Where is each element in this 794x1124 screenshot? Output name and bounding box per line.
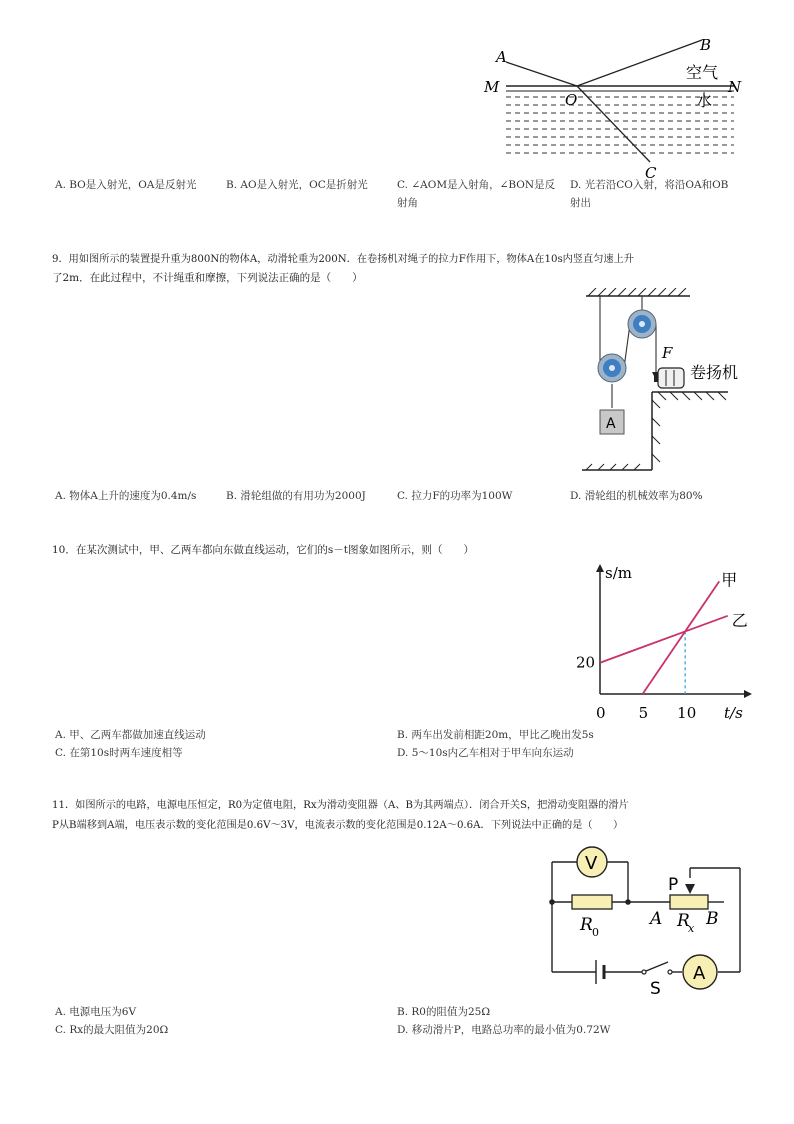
q9-stem-line1: 9．用如图所示的装置提升重为800N的物体A，动滑轮重为200N．在卷扬机对绳子的拉力F作用下，物体A在10s内竖直匀速上升 [52, 254, 634, 265]
winch [658, 368, 684, 388]
label-Rx-sub: x [688, 922, 695, 935]
ray-OC [577, 86, 650, 162]
q10-option-d-letter: D. [397, 747, 409, 759]
label-N: N [728, 78, 742, 96]
label-air: 空气 [686, 63, 719, 82]
q11-option-a[interactable] [55, 1003, 136, 1021]
q11-stem-line2: P从B端移到A端，电压表示数的变化范围是0.6V～3V，电流表示数的变化范围是0.12A～0.6A．下列说法中正确的是（ ） [52, 820, 624, 831]
label-C: C [645, 164, 657, 182]
label-Rx: R [677, 911, 690, 931]
q11-option-c-text: Rx的最大阻值为20Ω [69, 1024, 169, 1036]
voltmeter-label: V [585, 853, 598, 874]
q8-option-d-text: 光若沿CO入射，将沿OA和OB射出 [570, 179, 729, 209]
q9-option-c-text: 拉力F的功率为100W [411, 490, 513, 502]
label-B: B [700, 36, 712, 54]
q10-option-b-letter: B. [397, 729, 409, 741]
q9-option-d-letter: D. [570, 490, 582, 502]
q9-option-a-text: 物体A上升的速度为0.4m/s [69, 490, 197, 502]
q8-option-c-text: ∠AOM是入射角，∠BON是反射角 [397, 179, 556, 209]
pulley-figure [578, 288, 758, 478]
q11-option-c[interactable] [55, 1021, 168, 1039]
q9-option-d-text: 滑轮组的机械效率为80% [584, 490, 703, 502]
q8-option-b[interactable] [226, 176, 381, 194]
refraction-figure [480, 34, 750, 182]
q10-option-a-letter: A. [55, 729, 66, 741]
q8-option-d[interactable] [570, 176, 730, 212]
q11-option-a-letter: A. [55, 1006, 66, 1018]
label-B-end: B [706, 909, 719, 929]
q11-option-a-text: 电源电压为6V [69, 1006, 137, 1018]
q8-option-a-text: BO是入射光，OA是反射光 [69, 179, 197, 191]
q10-option-b[interactable] [397, 726, 594, 744]
q9-option-c-letter: C. [397, 490, 408, 502]
q11-option-d-letter: D. [397, 1024, 409, 1036]
label-M: M [484, 78, 500, 96]
q9-option-b-text: 滑轮组做的有用功为2000J [240, 490, 366, 502]
label-O: O [565, 91, 578, 109]
y-tick-label: 20 [576, 653, 596, 672]
label-R0-sub: 0 [592, 926, 599, 939]
q11-option-c-letter: C. [55, 1024, 66, 1036]
q10-option-c-text: 在第10s时两车速度相等 [69, 747, 183, 759]
q8-option-c-letter: C. [397, 179, 408, 191]
switch-icon [646, 962, 668, 971]
label-water: 水 [696, 91, 713, 110]
ammeter-label: A [693, 963, 706, 984]
y-axis-arrow [596, 564, 604, 572]
q10-option-d[interactable] [397, 744, 574, 762]
q9-option-b[interactable] [226, 487, 366, 505]
q8-option-a[interactable] [55, 176, 205, 194]
q11-option-d[interactable] [397, 1021, 610, 1039]
q9-stem-line2: 了2m．在此过程中，不计绳重和摩擦，下列说法正确的是（ ） [52, 272, 363, 284]
q11-stem-line1: 11．如图所示的电路，电源电压恒定，R0为定值电阻，Rx为滑动变阻器（A、B为其两端点）．闭合开关S，把滑动变阻器的滑片 [52, 800, 629, 811]
label-A-end: A [650, 909, 663, 929]
q11-option-b[interactable] [397, 1003, 490, 1021]
resistor-Rx [670, 895, 708, 909]
q11-option-b-letter: B. [397, 1006, 409, 1018]
slider-arrow [685, 884, 695, 894]
resistor-R0 [572, 895, 612, 909]
x-tick-label: 0 [596, 704, 606, 722]
label-R0: R [580, 915, 593, 935]
q10-option-a-text: 甲、乙两车都做加速直线运动 [69, 729, 206, 741]
label-A: A [496, 48, 507, 66]
series-line-jia [643, 581, 720, 694]
series-label-jia: 甲 [721, 570, 738, 590]
q9-option-a-letter: A. [55, 490, 66, 502]
ceiling-hatch [588, 288, 686, 296]
q8-option-c[interactable] [397, 176, 559, 212]
q10-option-d-text: 5～10s内乙车相对于甲车向东运动 [411, 747, 574, 759]
q8-option-b-text: AO是入射光，OC是折射光 [240, 179, 368, 191]
y-axis-label: s/m [605, 564, 632, 582]
label-F: F [662, 344, 673, 362]
st-chart [572, 562, 758, 722]
q11-option-b-text: R0的阻值为25Ω [411, 1006, 491, 1018]
q11-option-d-text: 移动滑片P，电路总功率的最小值为0.72W [411, 1024, 611, 1036]
q10-option-a[interactable] [55, 726, 206, 744]
q9-option-b-letter: B. [226, 490, 238, 502]
ray-OB [577, 40, 702, 86]
ray-AO [506, 62, 577, 86]
q9-option-a[interactable] [55, 487, 196, 505]
q8-option-d-letter: D. [570, 179, 582, 191]
series-label-yi: 乙 [731, 610, 748, 630]
q9-option-d[interactable] [570, 487, 703, 505]
x-axis-arrow [744, 690, 752, 698]
q8-option-b-letter: B. [226, 179, 238, 191]
label-winch: 卷扬机 [690, 363, 739, 382]
q10-option-c[interactable] [55, 744, 183, 762]
q10-stem: 10．在某次测试中，甲、乙两车都向东做直线运动，它们的s－t图象如图所示，则（ ） [52, 544, 474, 556]
q10-option-c-letter: C. [55, 747, 66, 759]
q9-option-c[interactable] [397, 487, 512, 505]
q10-option-b-text: 两车出发前相距20m，甲比乙晚出发5s [411, 729, 594, 741]
x-tick-label: 10 [677, 704, 697, 722]
x-axis-label: t/s [724, 704, 743, 722]
q8-option-a-letter: A. [55, 179, 66, 191]
series-line-yi [600, 616, 728, 663]
block-A-label: A [606, 416, 616, 432]
label-P: P [668, 875, 679, 895]
circuit-figure [546, 838, 746, 998]
x-tick-label: 5 [638, 704, 649, 722]
label-S: S [650, 979, 661, 998]
